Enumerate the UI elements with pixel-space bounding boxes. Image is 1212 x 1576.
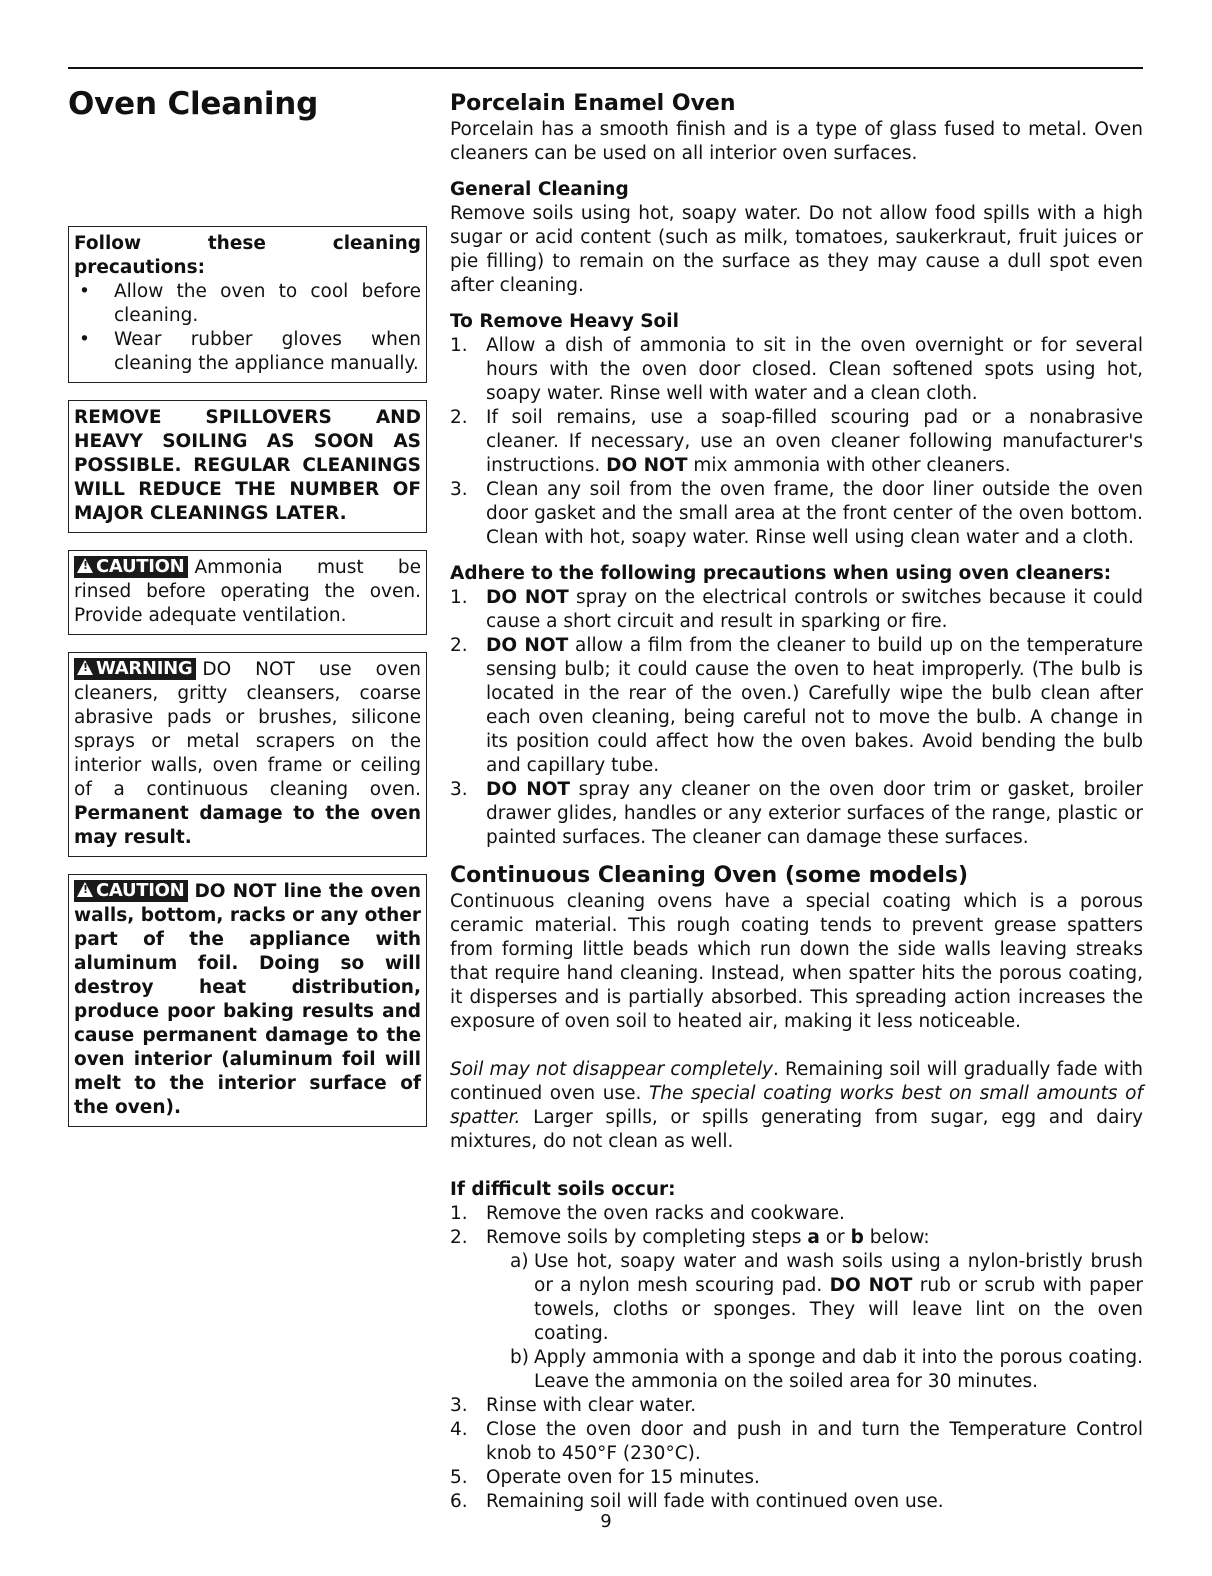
general-cleaning-heading: General Cleaning [450, 179, 629, 200]
porcelain-heading: Porcelain Enamel Oven [450, 91, 736, 116]
heavy-soil-steps [450, 334, 1143, 550]
sub-item: a) Use hot, soapy water and wash soils using a nylon-bristly brush or a nylon mesh scouring pad. DO NOT rub or scrub with paper towels, cloths or sponges. They will leave lint on the oven coating. [510, 1251, 1143, 1344]
heavy-soil-heading: To Remove Heavy Soil [450, 311, 679, 332]
precaution-item: • Allow the oven to cool before cleaning. [74, 280, 421, 328]
continuous-note: Soil may not disappear completely. Remaining soil will gradually fade with continued oven use. The special coating works best on small amounts of spatter. Larger spills, or spills generating from sugar, egg and dairy mixtures, do not clean as well. [450, 1059, 1143, 1152]
precautions-title: Follow these cleaning precautions: [74, 233, 421, 278]
difficult-soils-steps [450, 1202, 1143, 1514]
right-column [450, 90, 1143, 1514]
list-item: 4. Close the oven door and push in and turn the Temperature Control knob to 450°F (230°C). [450, 1419, 1143, 1464]
list-item: 5. Operate oven for 15 minutes. [450, 1467, 760, 1488]
general-cleaning-text: Remove soils using hot, soapy water. Do not allow food spills with a high sugar or acid content (such as milk, tomatoes, saukerkraut, fruit juices or pie filling) to remain on the surface as they may cause a dull spot even after cleaning. [450, 203, 1143, 296]
warning-box [68, 652, 427, 857]
page-title: Oven Cleaning [68, 86, 319, 122]
list-item: 2. DO NOT allow a film from the cleaner to build up on the temperature sensing bulb; it could cause the oven to heat improperly. (The bulb is located in the rear of the oven.) Carefully wipe the bulb clean after each oven cleaning, being careful not to move the bulb. A change in its position could affect how the oven bakes. Avoid bending the bulb and capillary tube. [450, 635, 1143, 776]
list-item: 1. DO NOT spray on the electrical controls or switches because it could cause a short circuit and result in sparking or fire. [450, 587, 1143, 632]
caution-text: Ammonia must be rinsed before operating the oven. Provide adequate ventilation. [74, 557, 421, 626]
caution-box-foil [68, 874, 427, 1127]
notice-box [68, 400, 427, 533]
list-item: 3. DO NOT spray any cleaner on the oven door trim or gasket, broiler drawer glides, handles or any exterior surfaces of the range, plastic or painted surfaces. The cleaner can damage these surfaces. [450, 779, 1144, 848]
notice-text: REMOVE SPILLOVERS AND HEAVY SOILING AS SOON AS POSSIBLE. REGULAR CLEANINGS WILL REDUCE THE NUMBER OF MAJOR CLEANINGS LATER. [74, 407, 421, 524]
caution-text: DO NOT line the oven walls, bottom, racks or any other part of the appliance with aluminum foil. Doing so will destroy heat distribution, produce poor baking results and cause permanent damage to the oven interior (aluminum foil will melt to the interior surface of the oven). [74, 881, 421, 1118]
list-item: 2. If soil remains, use a soap-filled scouring pad or a nonabrasive cleaner. If necessary, use an oven cleaner following manufacturer's instructions. DO NOT mix ammonia with other cleaners. [450, 407, 1143, 476]
adhere-steps [450, 586, 1143, 850]
caution-box-ammonia [68, 550, 427, 635]
warning-bold-text: Permanent damage to the oven may result. [74, 803, 421, 848]
page-number: 9 [600, 1511, 612, 1532]
list-item: 6. Remaining soil will fade with continued oven use. [450, 1491, 944, 1512]
top-rule [68, 67, 1143, 69]
continuous-intro: Continuous cleaning ovens have a special coating which is a porous ceramic material. This rough coating tends to prevent grease spatters from forming little beads which run down the side walls leaving streaks that require hand cleaning. Instead, when spatter hits the porous coating, it disperses and is partially absorbed. This spreading action increases the exposure of oven soil to heated air, making it less noticeable. [450, 891, 1143, 1032]
list-item: 3. Rinse with clear water. [450, 1395, 697, 1416]
porcelain-intro: Porcelain has a smooth finish and is a type of glass fused to metal. Oven cleaners can be used on all interior oven surfaces. [450, 119, 1143, 164]
continuous-heading: Continuous Cleaning Oven (some models) [450, 863, 969, 888]
left-column [68, 226, 427, 1144]
list-item: 1. Remove the oven racks and cookware. [450, 1203, 845, 1224]
sub-item: b) Apply ammonia with a sponge and dab it into the porous coating. Leave the ammonia on the soiled area for 30 minutes. [510, 1347, 1143, 1392]
list-item: 3. Clean any soil from the oven frame, the door liner outside the oven door gasket and the small area at the front center of the oven bottom. Clean with hot, soapy water. Rinse well using clean water and a cloth. [450, 479, 1143, 548]
adhere-heading: Adhere to the following precautions when using oven cleaners: [450, 563, 1112, 584]
warning-triangle-icon [77, 558, 93, 573]
caution-badge: !CAUTION [74, 556, 188, 578]
difficult-soils-heading: If difficult soils occur: [450, 1179, 676, 1200]
precaution-item: • Wear rubber gloves when cleaning the appliance manually. [74, 328, 421, 376]
precautions-box [68, 226, 427, 383]
caution-badge: !CAUTION [74, 880, 188, 902]
list-item: 1. Allow a dish of ammonia to sit in the oven overnight or for several hours with the oven door closed. Clean softened spots using hot, soapy water. Rinse well with water and a clean cloth. [450, 335, 1143, 404]
warning-triangle-icon [77, 660, 93, 675]
list-item: 2. Remove soils by completing steps a or b below: a) Use hot, soapy water and wash soils using a nylon-bristly brush or a nylon mesh scouring pad. DO NOT rub or scrub with paper towels, cloths or sponges. They will leave lint on the oven coating. b) Apply ammonia with a sponge and dab it into the porous coating. Leave the ammonia on the soiled area for 30 minutes. [450, 1227, 1143, 1392]
warning-text: DO NOT use oven cleaners, gritty cleansers, coarse abrasive pads or brushes, silicone sprays or metal scrapers on the interior walls, oven frame or ceiling of a continuous cleaning oven. [74, 659, 421, 800]
warning-badge: !WARNING [74, 658, 196, 680]
warning-triangle-icon [77, 882, 93, 897]
